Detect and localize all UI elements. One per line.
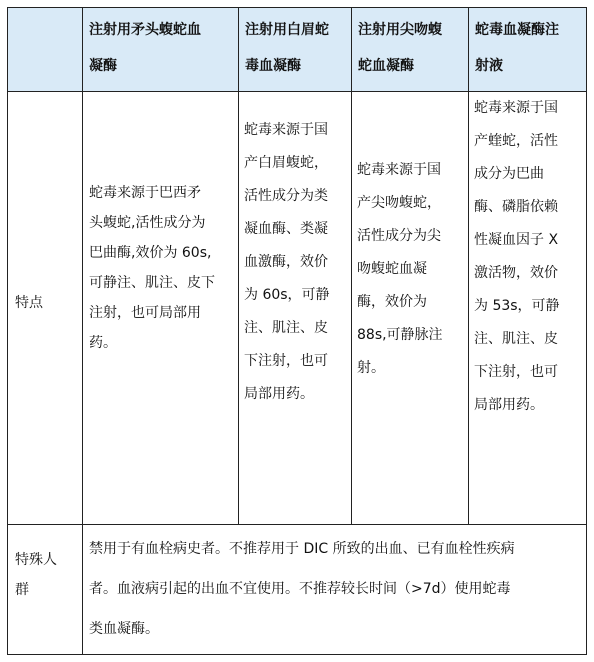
special-population-cell: 禁用于有血栓病史者。不推荐用于 DIC 所致的出血、已有血栓性疾病 者。血液病引起的出血不宜使用。不推荐较长时间（>7d）使用蛇毒 类血凝酶。	[83, 525, 587, 655]
drug-comparison-table	[7, 7, 587, 655]
header-cell-agkistrodon: 注射用白眉蛇 毒血凝酶	[239, 7, 352, 92]
row-label-special-population: 特殊人 群	[7, 525, 83, 655]
header-cell-injection: 蛇毒血凝酶注 射液	[469, 7, 587, 92]
table-left-border	[7, 7, 8, 655]
feature-cell-atrox: 蛇毒来源于巴西矛 头蝮蛇,活性成分为 巴曲酶,效价为 60s, 可静注、肌注、皮下 注射，也可局部用 药。	[83, 92, 239, 525]
feature-cell-agkistrodon: 蛇毒来源于国 产白眉蝮蛇， 活性成分为类 凝血酶、类凝 血激酶，效价 为 60s，可静 注、肌注、皮 下注射，也可 局部用药。	[239, 92, 352, 525]
feature-cell-deinagkistrodon: 蛇毒来源于国 产尖吻蝮蛇， 活性成分为尖 吻蝮蛇血凝 酶，效价为 88s,可静脉注 射。	[352, 92, 469, 525]
row-label-features: 特点	[7, 92, 83, 525]
feature-cell-injection: 蛇毒来源于国 产蝰蛇，活性 成分为巴曲 酶、磷脂依赖 性凝血因子 X 激活物，效价 为 53s，可静 注、肌注、皮 下注射，也可 局部用药。	[469, 92, 587, 525]
header-cell-deinagkistrodon: 注射用尖吻蝮 蛇血凝酶	[352, 7, 469, 92]
header-cell-blank	[7, 7, 83, 92]
header-cell-atrox: 注射用矛头蝮蛇血 凝酶	[83, 7, 239, 92]
table-top-border	[7, 7, 587, 8]
